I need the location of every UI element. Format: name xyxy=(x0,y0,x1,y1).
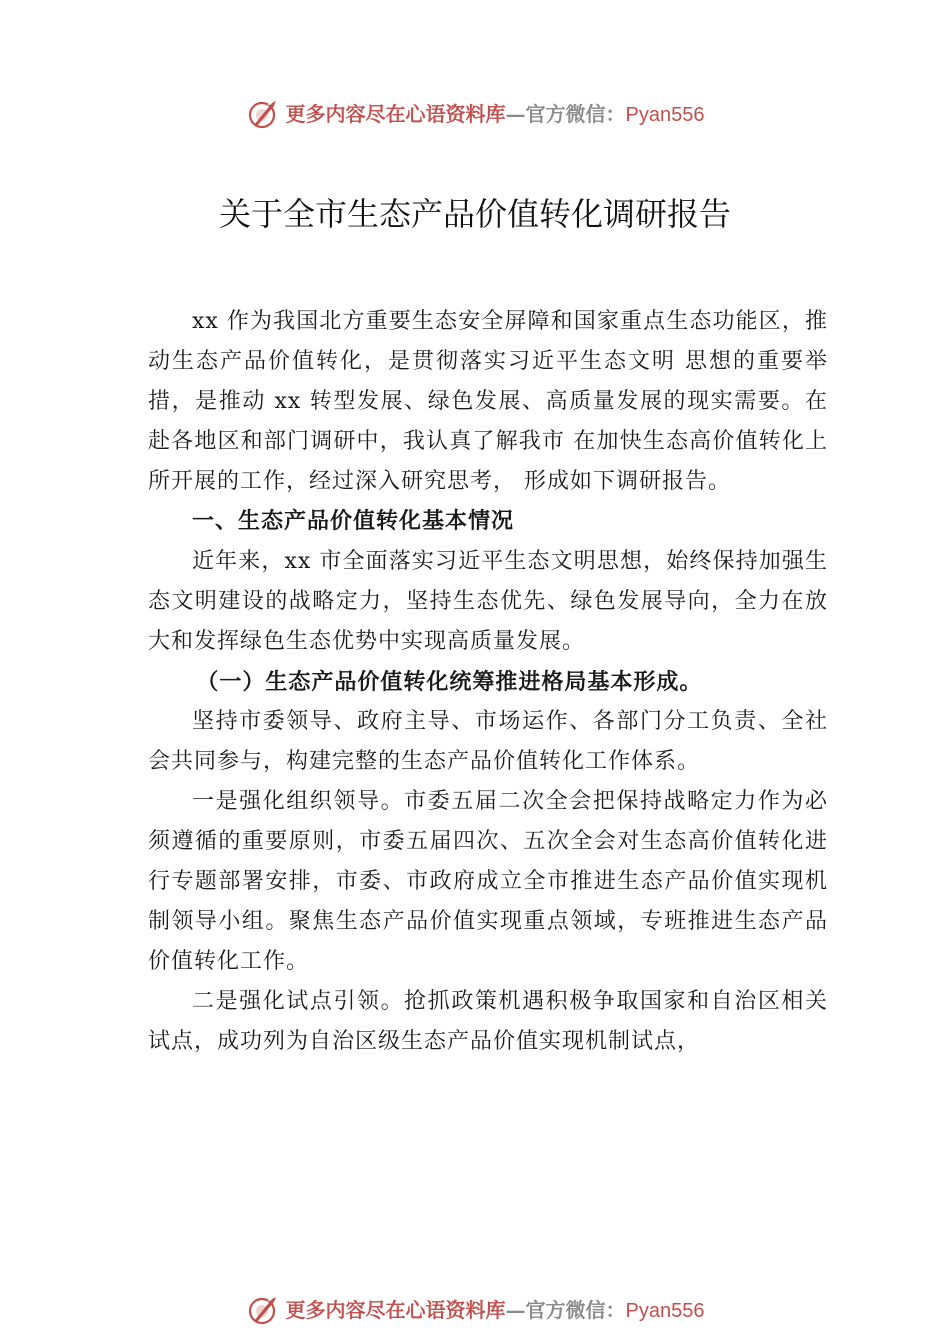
watermark-wechat-id: Pyan556 xyxy=(625,103,705,126)
document-title: 关于全市生态产品价值转化调研报告 xyxy=(218,195,731,233)
section-heading: 一、生态产品价值转化基本情况 xyxy=(192,509,515,534)
header-watermark xyxy=(0,94,950,134)
watermark-red-text: 更多内容尽在心语资料库 xyxy=(285,101,506,126)
watermark-wechat-id: Pyan556 xyxy=(625,1299,705,1322)
footer-watermark xyxy=(0,1290,950,1330)
subsection-heading: （一）生态产品价值转化统筹推进格局基本形成。 xyxy=(196,669,703,695)
watermark-text xyxy=(286,1293,705,1328)
watermark-gray-text: —官方微信： xyxy=(505,1297,626,1322)
watermark-gray-text: —官方微信： xyxy=(505,101,626,126)
watermark-text xyxy=(286,97,705,132)
section-intro-paragraph: 近年来，xx 市全面落实习近平生态文明思想，始终保持加强生态文明建设的战略定力，坚持生态优先、绿色发展导向，全力在放大和发挥绿色生态优势中实现高质量发展。 xyxy=(148,549,828,654)
body-paragraph: 二是强化试点引领。抢抓政策机遇积极争取国家和自治区相关试点，成功列为自治区级生态产品价值实现机制试点， xyxy=(148,989,828,1054)
watermark-red-text: 更多内容尽在心语资料库 xyxy=(285,1297,506,1322)
quill-circle-icon xyxy=(246,97,280,131)
quill-circle-icon xyxy=(246,1293,280,1327)
document-body xyxy=(148,302,828,1062)
intro-paragraph: xx 作为我国北方重要生态安全屏障和国家重点生态功能区，推动生态产品价值转化，是贯彻落实习近平生态文明 思想的重要举措，是推动 xx 转型发展、绿色发展、高质量发展的现实需要。在赴各地区和部门调研中，我认真了解我市 在加快生态高价值转化上所开展的工作，经过深入研究思考， 形成如下调研报告。 xyxy=(148,309,828,494)
body-paragraph: 一是强化组织领导。市委五届二次全会把保持战略定力作为必须遵循的重要原则，市委五届四次、五次全会对生态高价值转化进行专题部署安排，市委、市政府成立全市推进生态产品价值实现机制领导小组。聚焦生态产品价值实现重点领域，专班推进生态产品价值转化工作。 xyxy=(148,789,828,974)
body-paragraph: 坚持市委领导、政府主导、市场运作、各部门分工负责、全社会共同参与，构建完整的生态产品价值转化工作体系。 xyxy=(148,709,828,774)
